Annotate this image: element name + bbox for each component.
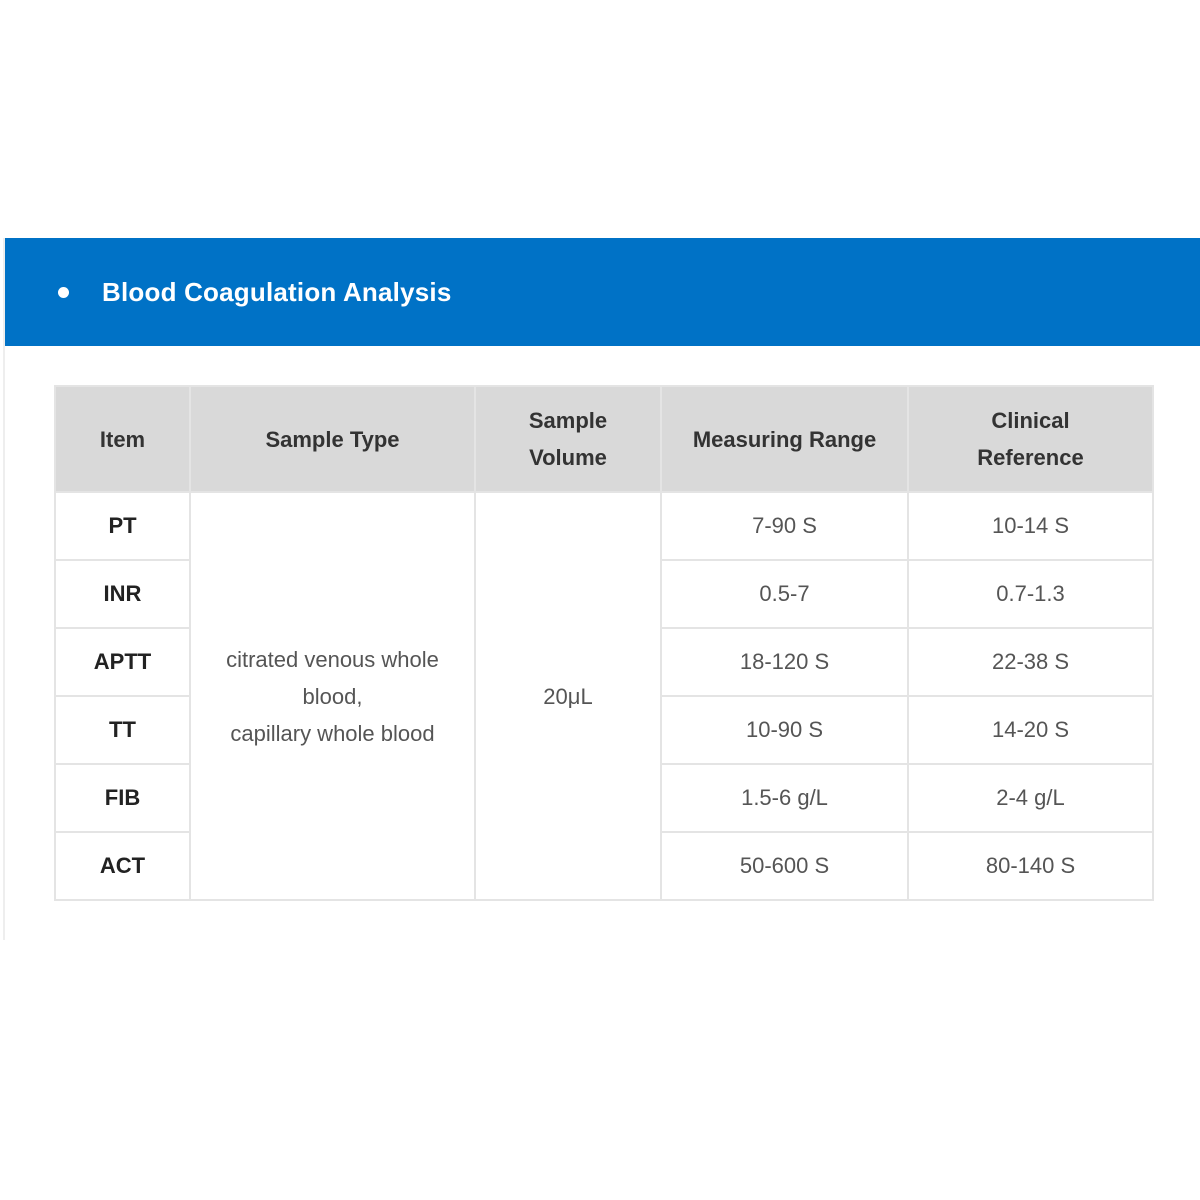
header-sample-volume <box>475 386 661 492</box>
item-cell: ACT <box>55 832 190 900</box>
header-clinical-reference-line1: Clinical <box>991 408 1070 433</box>
section-banner <box>5 238 1200 346</box>
item-cell: PT <box>55 492 190 560</box>
clinical-reference-cell: 80-140 S <box>908 832 1153 900</box>
item-cell: FIB <box>55 764 190 832</box>
measuring-range-cell: 1.5-6 g/L <box>661 764 908 832</box>
sample-type-cell <box>190 492 475 900</box>
header-clinical-reference <box>908 386 1153 492</box>
bullet-icon <box>58 287 69 298</box>
sample-type-line3: capillary whole blood <box>230 720 435 746</box>
measuring-range-cell: 50-600 S <box>661 832 908 900</box>
sample-volume-cell: 20μL <box>475 492 661 900</box>
header-sample-volume-line2: Volume <box>529 445 607 470</box>
sample-type-line1: citrated venous whole <box>226 646 439 672</box>
table-row <box>55 492 1153 560</box>
table-header-row <box>55 386 1153 492</box>
header-sample-type: Sample Type <box>190 386 475 492</box>
measuring-range-cell: 18-120 S <box>661 628 908 696</box>
clinical-reference-cell: 10-14 S <box>908 492 1153 560</box>
header-measuring-range: Measuring Range <box>661 386 908 492</box>
measuring-range-cell: 7-90 S <box>661 492 908 560</box>
clinical-reference-cell: 0.7-1.3 <box>908 560 1153 628</box>
header-item: Item <box>55 386 190 492</box>
clinical-reference-cell: 2-4 g/L <box>908 764 1153 832</box>
item-cell: INR <box>55 560 190 628</box>
measuring-range-cell: 10-90 S <box>661 696 908 764</box>
item-cell: APTT <box>55 628 190 696</box>
header-clinical-reference-line2: Reference <box>977 445 1084 470</box>
clinical-reference-cell: 22-38 S <box>908 628 1153 696</box>
measuring-range-cell: 0.5-7 <box>661 560 908 628</box>
item-cell: TT <box>55 696 190 764</box>
header-sample-volume-line1: Sample <box>528 408 608 433</box>
clinical-reference-cell: 14-20 S <box>908 696 1153 764</box>
sample-type-line2: blood, <box>302 683 363 709</box>
section-title: Blood Coagulation Analysis <box>102 276 452 307</box>
spec-table <box>54 385 1154 901</box>
